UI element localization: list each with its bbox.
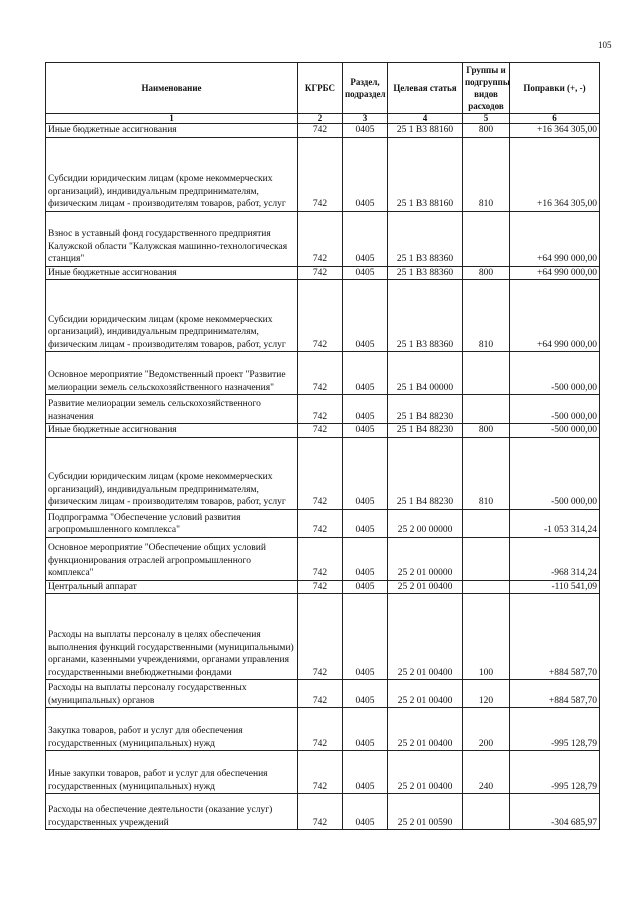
row-name: Иные бюджетные ассигнования <box>46 124 298 138</box>
row-group: 810 <box>463 437 510 509</box>
row-amount: -304 685,97 <box>510 794 600 830</box>
row-kgrbs: 742 <box>298 794 343 830</box>
row-kgrbs: 742 <box>298 266 343 280</box>
column-number: 4 <box>388 114 463 124</box>
column-number-row <box>46 114 600 124</box>
header-target: Целевая статья <box>388 63 463 114</box>
page-number: 105 <box>598 40 612 50</box>
row-amount: +16 364 305,00 <box>510 137 600 211</box>
header-row <box>46 63 600 114</box>
row-name: Иные закупки товаров, работ и услуг для обеспечения государственных (муниципальных) нужд <box>46 751 298 794</box>
row-target: 25 1 В3 88360 <box>388 280 463 352</box>
row-kgrbs: 742 <box>298 537 343 580</box>
row-amount: +64 990 000,00 <box>510 211 600 266</box>
row-section: 0405 <box>343 751 388 794</box>
row-name: Расходы на выплаты персоналу в целях обеспечения выполнения функций государственными (муниципальными) органами, казенными учреждениями, органами управления государственными внебюджетными фондами <box>46 594 298 680</box>
table-row <box>46 794 600 830</box>
header-section: Раздел, подраздел <box>343 63 388 114</box>
header-kgrbs: КГРБС <box>298 63 343 114</box>
row-amount: +64 990 000,00 <box>510 266 600 280</box>
row-section: 0405 <box>343 280 388 352</box>
row-amount: -110 541,09 <box>510 580 600 594</box>
row-amount: +16 364 305,00 <box>510 124 600 138</box>
row-kgrbs: 742 <box>298 594 343 680</box>
row-section: 0405 <box>343 424 388 438</box>
row-group: 810 <box>463 137 510 211</box>
table-row <box>46 509 600 537</box>
header-name: Наименование <box>46 63 298 114</box>
row-group <box>463 794 510 830</box>
row-section: 0405 <box>343 137 388 211</box>
row-kgrbs: 742 <box>298 124 343 138</box>
table-row <box>46 395 600 424</box>
row-target: 25 1 В3 88160 <box>388 137 463 211</box>
row-group: 800 <box>463 266 510 280</box>
row-name: Субсидии юридическим лицам (кроме некоммерческих организаций), индивидуальным предпринимателям, физическим лицам - производителям товаров, работ, услуг <box>46 280 298 352</box>
row-target: 25 2 01 00400 <box>388 751 463 794</box>
row-kgrbs: 742 <box>298 211 343 266</box>
row-kgrbs: 742 <box>298 437 343 509</box>
row-group <box>463 580 510 594</box>
row-target: 25 1 В3 88360 <box>388 211 463 266</box>
row-kgrbs: 742 <box>298 395 343 424</box>
row-amount: -995 128,79 <box>510 708 600 751</box>
row-amount: +884 587,70 <box>510 594 600 680</box>
table-row <box>46 708 600 751</box>
header-group: Группы и подгруппы видов расходов <box>463 63 510 114</box>
column-number: 5 <box>463 114 510 124</box>
row-kgrbs: 742 <box>298 280 343 352</box>
row-amount: -1 053 314,24 <box>510 509 600 537</box>
row-name: Центральный аппарат <box>46 580 298 594</box>
row-name: Подпрограмма "Обеспечение условий развития агропромышленного комплекса" <box>46 509 298 537</box>
row-kgrbs: 742 <box>298 137 343 211</box>
row-kgrbs: 742 <box>298 680 343 708</box>
row-kgrbs: 742 <box>298 509 343 537</box>
row-group: 200 <box>463 708 510 751</box>
row-kgrbs: 742 <box>298 352 343 395</box>
table-row <box>46 137 600 211</box>
row-target: 25 1 В4 88230 <box>388 437 463 509</box>
table-row <box>46 424 600 438</box>
table-row <box>46 437 600 509</box>
table-body <box>46 124 600 830</box>
row-section: 0405 <box>343 580 388 594</box>
row-amount: -995 128,79 <box>510 751 600 794</box>
row-section: 0405 <box>343 352 388 395</box>
row-name: Расходы на выплаты персоналу государственных (муниципальных) органов <box>46 680 298 708</box>
header-amount: Поправки (+, -) <box>510 63 600 114</box>
table-row <box>46 211 600 266</box>
row-name: Иные бюджетные ассигнования <box>46 266 298 280</box>
row-group: 800 <box>463 124 510 138</box>
row-kgrbs: 742 <box>298 751 343 794</box>
row-group: 810 <box>463 280 510 352</box>
row-target: 25 2 01 00000 <box>388 537 463 580</box>
row-kgrbs: 742 <box>298 424 343 438</box>
row-amount: +64 990 000,00 <box>510 280 600 352</box>
table-row <box>46 594 600 680</box>
row-name: Закупка товаров, работ и услуг для обеспечения государственных (муниципальных) нужд <box>46 708 298 751</box>
row-name: Иные бюджетные ассигнования <box>46 424 298 438</box>
row-section: 0405 <box>343 395 388 424</box>
row-name: Развитие мелиорации земель сельскохозяйственного назначения <box>46 395 298 424</box>
table-row <box>46 537 600 580</box>
column-number: 3 <box>343 114 388 124</box>
row-target: 25 2 01 00400 <box>388 708 463 751</box>
table-row <box>46 266 600 280</box>
row-name: Субсидии юридическим лицам (кроме некоммерческих организаций), индивидуальным предпринимателям, физическим лицам - производителям товаров, работ, услуг <box>46 437 298 509</box>
row-amount: -500 000,00 <box>510 395 600 424</box>
table-row <box>46 751 600 794</box>
row-group: 100 <box>463 594 510 680</box>
row-target: 25 2 01 00400 <box>388 594 463 680</box>
row-group: 800 <box>463 424 510 438</box>
row-kgrbs: 742 <box>298 580 343 594</box>
column-number: 2 <box>298 114 343 124</box>
budget-amendments-table <box>45 62 600 830</box>
row-target: 25 1 В3 88360 <box>388 266 463 280</box>
row-kgrbs: 742 <box>298 708 343 751</box>
row-group <box>463 211 510 266</box>
row-amount: -500 000,00 <box>510 352 600 395</box>
row-amount: -500 000,00 <box>510 424 600 438</box>
row-group <box>463 352 510 395</box>
row-group: 240 <box>463 751 510 794</box>
row-target: 25 1 В4 00000 <box>388 352 463 395</box>
row-name: Взнос в уставный фонд государственного предприятия Калужской области "Калужская машинно-технологическая станция" <box>46 211 298 266</box>
row-target: 25 2 01 00400 <box>388 580 463 594</box>
row-amount: +884 587,70 <box>510 680 600 708</box>
row-section: 0405 <box>343 794 388 830</box>
table-row <box>46 352 600 395</box>
row-target: 25 1 В3 88160 <box>388 124 463 138</box>
row-group <box>463 537 510 580</box>
row-name: Основное мероприятие "Ведомственный проект "Развитие мелиорации земель сельскохозяйственного назначения" <box>46 352 298 395</box>
row-section: 0405 <box>343 594 388 680</box>
row-group: 120 <box>463 680 510 708</box>
row-name: Расходы на обеспечение деятельности (оказание услуг) государственных учреждений <box>46 794 298 830</box>
row-target: 25 1 В4 88230 <box>388 395 463 424</box>
row-group <box>463 395 510 424</box>
row-section: 0405 <box>343 509 388 537</box>
table-row <box>46 580 600 594</box>
row-target: 25 1 В4 88230 <box>388 424 463 438</box>
row-section: 0405 <box>343 437 388 509</box>
row-name: Субсидии юридическим лицам (кроме некоммерческих организаций), индивидуальным предпринимателям, физическим лицам - производителям товаров, работ, услуг <box>46 137 298 211</box>
row-section: 0405 <box>343 708 388 751</box>
column-number: 6 <box>510 114 600 124</box>
row-section: 0405 <box>343 211 388 266</box>
row-section: 0405 <box>343 680 388 708</box>
row-target: 25 2 01 00590 <box>388 794 463 830</box>
table-row <box>46 124 600 138</box>
row-section: 0405 <box>343 124 388 138</box>
row-target: 25 2 01 00400 <box>388 680 463 708</box>
row-group <box>463 509 510 537</box>
row-amount: -500 000,00 <box>510 437 600 509</box>
row-section: 0405 <box>343 537 388 580</box>
row-target: 25 2 00 00000 <box>388 509 463 537</box>
table-row <box>46 680 600 708</box>
row-name: Основное мероприятие "Обеспечение общих условий функционирования отраслей агропромышленного комплекса" <box>46 537 298 580</box>
table-row <box>46 280 600 352</box>
row-section: 0405 <box>343 266 388 280</box>
row-amount: -968 314,24 <box>510 537 600 580</box>
column-number: 1 <box>46 114 298 124</box>
